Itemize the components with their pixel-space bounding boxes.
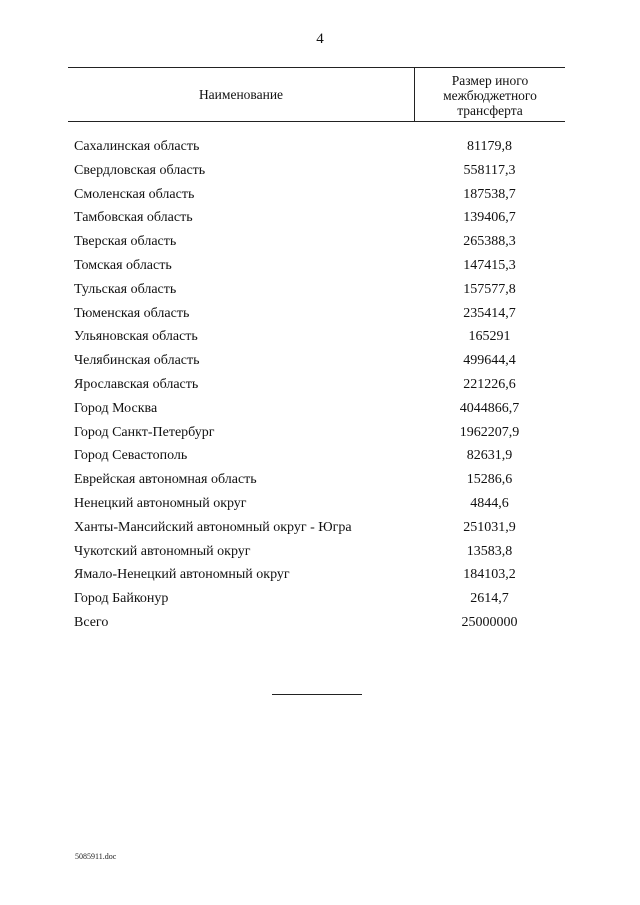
table-row [68, 470, 565, 494]
row-value: 147415,3 [463, 257, 516, 273]
row-value: 4844,6 [470, 495, 509, 511]
table-row [68, 375, 565, 399]
row-name: Ханты-Мансийский автономный округ - Югра [74, 519, 352, 535]
table-row [68, 185, 565, 209]
header-value-line: трансферта [457, 102, 523, 118]
row-name: Город Санкт-Петербург [74, 424, 215, 440]
row-name: Тверская область [74, 234, 177, 250]
row-value: 82631,9 [466, 448, 513, 464]
row-name: Город Байконур [74, 591, 169, 607]
table-row [68, 589, 565, 613]
table-row [68, 399, 565, 423]
header-name-column: Наименование [198, 86, 284, 102]
row-value: 13583,8 [466, 543, 513, 559]
row-name: Тульская область [74, 281, 177, 297]
header-value-column [414, 68, 565, 121]
row-value: 4044866,7 [459, 400, 520, 416]
table-row [68, 518, 565, 542]
transfer-table [68, 67, 565, 630]
row-value: 157577,8 [463, 281, 516, 297]
row-name: Город Севастополь [74, 448, 188, 464]
row-value: 235414,7 [463, 305, 516, 321]
row-value: 139406,7 [463, 210, 516, 226]
end-divider [272, 694, 362, 695]
row-value: 1962207,9 [459, 424, 520, 440]
row-name: Томская область [74, 257, 172, 273]
row-name: Чукотский автономный округ [74, 543, 251, 559]
row-value: 25000000 [461, 614, 518, 630]
row-name: Тамбовская область [74, 210, 193, 226]
row-value: 165291 [468, 329, 511, 345]
row-value: 187538,7 [463, 186, 516, 202]
table-row [68, 351, 565, 375]
row-value: 15286,6 [466, 472, 513, 488]
row-name: Еврейская автономная область [74, 472, 257, 488]
row-value: 251031,9 [463, 519, 516, 535]
row-name: Смоленская область [74, 186, 195, 202]
table-body [68, 137, 565, 637]
row-name: Тюменская область [74, 305, 190, 321]
table-row [68, 256, 565, 280]
page-number: 4 [316, 31, 324, 47]
table-row [68, 423, 565, 447]
table-row [68, 327, 565, 351]
footer-filename: 5085911.doc [75, 852, 117, 861]
row-value: 265388,3 [463, 234, 516, 250]
row-name: Всего [74, 614, 109, 630]
row-name: Ярославская область [74, 376, 199, 392]
table-row [68, 137, 565, 161]
table-row [68, 208, 565, 232]
row-value: 184103,2 [463, 567, 516, 583]
row-name: Ямало-Ненецкий автономный округ [74, 567, 290, 583]
table-row [68, 613, 565, 637]
table-row [68, 542, 565, 566]
row-value: 221226,6 [463, 376, 516, 392]
row-name: Ульяновская область [74, 329, 198, 345]
row-name: Свердловская область [74, 162, 206, 178]
row-name: Ненецкий автономный округ [74, 495, 247, 511]
row-value: 2614,7 [470, 591, 509, 607]
row-name: Сахалинская область [74, 139, 200, 154]
table-row [68, 280, 565, 304]
header-value-line: межбюджетного [443, 87, 537, 103]
row-value: 499644,4 [463, 353, 516, 369]
table-row [68, 446, 565, 470]
row-value: 558117,3 [463, 162, 516, 178]
header-value-line: Размер иного [451, 72, 529, 88]
table-row [68, 304, 565, 328]
table-header [68, 67, 565, 122]
table-row [68, 232, 565, 256]
row-name: Город Москва [74, 400, 158, 416]
row-name: Челябинская область [74, 353, 200, 369]
row-value: 81179,8 [467, 139, 512, 154]
table-row [68, 161, 565, 185]
table-row [68, 565, 565, 589]
table-row [68, 494, 565, 518]
